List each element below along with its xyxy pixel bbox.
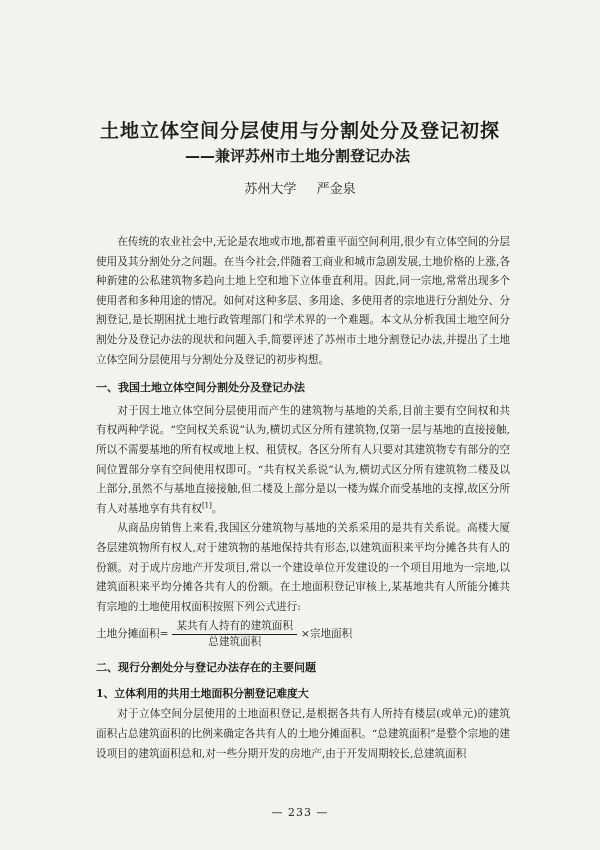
article-body <box>96 233 510 764</box>
formula-times: × <box>300 627 310 640</box>
author-affiliation: 苏州大学 <box>244 182 297 197</box>
formula-denominator: 总建筑面积 <box>208 636 262 649</box>
formula-lhs: 土地分摊面积 <box>96 627 160 640</box>
formula-numerator: 某共有人持有的建筑面积 <box>172 619 297 635</box>
subsection-heading-1: 1、立体利用的共用土地面积分割登记难度大 <box>96 686 309 700</box>
byline <box>0 178 600 197</box>
author-name: 严金泉 <box>316 182 356 197</box>
formula-equals: = <box>159 627 169 640</box>
section-heading-1: 一、我国土地立体空间分割处分及登记办法 <box>96 381 305 395</box>
section1-paragraph-1 <box>96 402 510 520</box>
page-number: — 233 — <box>271 806 329 819</box>
formula-rhs: 宗地面积 <box>309 627 353 640</box>
section1-paragraph-1-end: 。 <box>211 502 223 515</box>
section2-paragraph-1: 对于立体空间分层使用的土地面积登记,是根据各共有人所持有楼层(或单元)的建筑面积占总建筑面积的比例来确定各共有人的土地分摊面积。“总建筑面积”是整个宗地的建设项目的建筑面积总和,对一些分期开发的房地产,由于开发周期较长,总建筑面积 <box>96 708 510 760</box>
section-heading-2: 二、现行分割处分与登记办法存在的主要问题 <box>96 661 316 675</box>
article-subtitle: ——兼评苏州市土地分割登记办法 <box>185 147 411 165</box>
article-title: 土地立体空间分层使用与分割处分及登记初探 <box>99 120 500 142</box>
section1-paragraph-1-text: 对于因土地立体空间分层使用而产生的建筑物与基地的关系,目前主要有空间权和共有权两种学说。“空间权关系说”认为,横切式区分所有建筑物,仅第一层与基地的直接接触,所以不需要基地的所有权或地上权、租赁权。各区分所有人只要对其建筑物专有部分的空间位置部分享有空间使用权即可。“共有权关系说”认为,横切式区分所有建筑物二楼及以上部分,虽然不与基地直接接触,但二楼及上部分是以一楼为媒介而受基地的支撑,故区分所有人对基地享有共有权 <box>96 404 510 515</box>
area-formula <box>96 619 510 650</box>
abstract-paragraph: 在传统的农业社会中,无论是农地或市地,都着重平面空间利用,很少有立体空间的分层使用及其分割处分之问题。在当今社会,伴随着工商业和城市急剧发展,土地价格的上涨,各种新建的公私建筑物多趋向土地上空和地下立体垂直利用。因此,同一宗地,常常出现多个使用者和多种用途的情况。如何对这种多层、多用途、多使用者的宗地进行分割处分、分割登记,是长期困扰土地行政管理部门和学术界的一个难题。本文从分析我国土地空间分割处分及登记办法的现状和问题入手,简要评述了苏州市土地分割登记办法,并提出了土地立体空间分层使用与分割处分及登记的初步构想。 <box>96 236 510 366</box>
section1-paragraph-2: 从商品房销售上来看,我国区分建筑物与基地的关系采用的是共有关系说。高楼大厦各层建筑物所有权人,对于建筑物的基地保持共有形态,以建筑面积来平均分摊各共有人的份额。对于成片房地产开发项目,常以一个建设单位开发建设的一个项目用地为一宗地,以建筑面积来平均分摊各共有人的份额。在土地面积登记审核上,某基地共有人所能分摊共有宗地的土地使用权面积按照下列公式进行: <box>96 522 510 613</box>
citation-ref: [1] <box>201 501 212 510</box>
formula-fraction <box>172 619 297 650</box>
